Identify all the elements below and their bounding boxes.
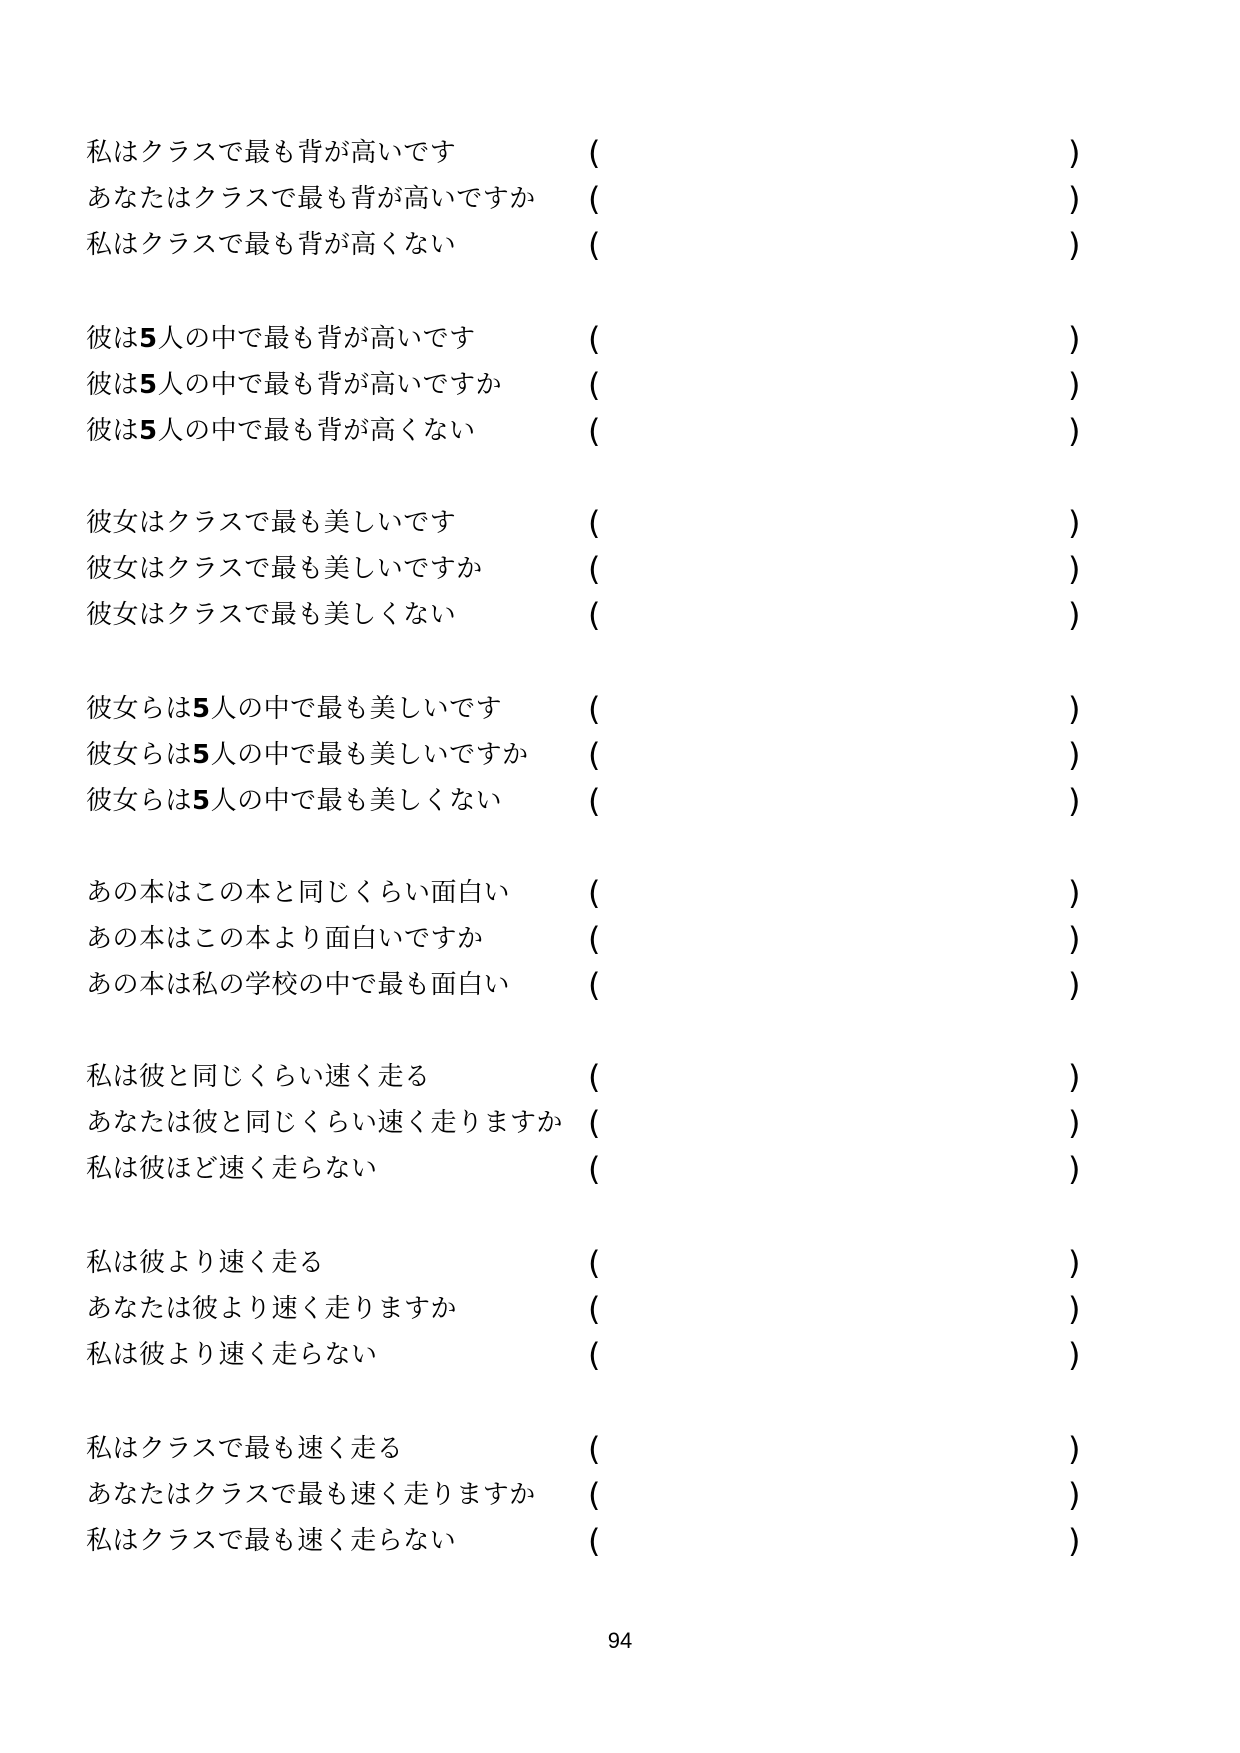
sentence-text: 私はクラスで最も背が高いです: [86, 138, 457, 168]
sentence-text: 彼女らは5人の中で最も美しくない: [86, 786, 503, 816]
sentence-row: [0, 732, 1240, 778]
answer-close-paren: ): [1068, 596, 1081, 634]
sentence-row: [0, 176, 1240, 222]
sentence-row: [0, 1146, 1240, 1192]
answer-close-paren: ): [1068, 920, 1081, 958]
sentence-row: [0, 1240, 1240, 1286]
answer-close-paren: ): [1068, 966, 1081, 1004]
answer-close-paren: ): [1068, 504, 1081, 542]
answer-close-paren: ): [1068, 1058, 1081, 1096]
sentence-text: 私は彼より速く走る: [86, 1248, 325, 1278]
answer-open-paren: (: [588, 180, 601, 218]
answer-close-paren: ): [1068, 320, 1081, 358]
page-number: 94: [607, 1628, 633, 1653]
answer-close-paren: ): [1068, 180, 1081, 218]
answer-open-paren: (: [588, 596, 601, 634]
sentence-row: [0, 316, 1240, 362]
sentence-row: [0, 1518, 1240, 1564]
sentence-row: [0, 546, 1240, 592]
answer-close-paren: ): [1068, 134, 1081, 172]
sentence-group: [0, 686, 1240, 826]
sentence-text: 私はクラスで最も速く走らない: [86, 1526, 457, 1556]
sentence-group: [0, 1054, 1240, 1194]
sentence-text: 彼女はクラスで最も美しいです: [86, 508, 457, 538]
sentence-group: [0, 500, 1240, 640]
answer-close-paren: ): [1068, 1244, 1081, 1282]
sentence-text: あなたは彼より速く走りますか: [86, 1294, 458, 1324]
sentence-text: 彼女らは5人の中で最も美しいです: [86, 694, 503, 724]
sentence-row: [0, 870, 1240, 916]
sentence-text: 彼女はクラスで最も美しくない: [86, 600, 457, 630]
sentence-row: [0, 778, 1240, 824]
sentence-group: [0, 1426, 1240, 1566]
sentence-text: 私は彼より速く走らない: [86, 1340, 378, 1370]
sentence-row: [0, 408, 1240, 454]
sentence-row: [0, 362, 1240, 408]
sentence-row: [0, 916, 1240, 962]
sentence-text: 彼は5人の中で最も背が高いです: [86, 324, 476, 354]
answer-close-paren: ): [1068, 366, 1081, 404]
sentence-row: [0, 1286, 1240, 1332]
sentence-text: 彼は5人の中で最も背が高いですか: [86, 370, 503, 400]
answer-open-paren: (: [588, 920, 601, 958]
answer-close-paren: ): [1068, 736, 1081, 774]
sentence-text: あなたはクラスで最も背が高いですか: [86, 184, 536, 214]
answer-open-paren: (: [588, 1476, 601, 1514]
sentence-row: [0, 222, 1240, 268]
answer-open-paren: (: [588, 366, 601, 404]
answer-close-paren: ): [1068, 1336, 1081, 1374]
sentence-text: 私はクラスで最も速く走る: [86, 1434, 404, 1464]
answer-open-paren: (: [588, 134, 601, 172]
answer-open-paren: (: [588, 1104, 601, 1142]
answer-close-paren: ): [1068, 1430, 1081, 1468]
sentence-text: 私はクラスで最も背が高くない: [86, 230, 457, 260]
sentence-row: [0, 686, 1240, 732]
sentence-row: [0, 1426, 1240, 1472]
answer-close-paren: ): [1068, 1476, 1081, 1514]
answer-open-paren: (: [588, 1150, 601, 1188]
sentence-row: [0, 500, 1240, 546]
answer-open-paren: (: [588, 782, 601, 820]
sentence-row: [0, 1472, 1240, 1518]
answer-close-paren: ): [1068, 412, 1081, 450]
answer-open-paren: (: [588, 1290, 601, 1328]
answer-open-paren: (: [588, 1522, 601, 1560]
answer-close-paren: ): [1068, 550, 1081, 588]
answer-close-paren: ): [1068, 874, 1081, 912]
sentence-row: [0, 592, 1240, 638]
sentence-group: [0, 130, 1240, 270]
sentence-text: 彼女はクラスで最も美しいですか: [86, 554, 483, 584]
answer-open-paren: (: [588, 412, 601, 450]
sentence-text: 私は彼ほど速く走らない: [86, 1154, 378, 1184]
sentence-text: あなたは彼と同じくらい速く走りますか: [86, 1108, 564, 1138]
answer-open-paren: (: [588, 504, 601, 542]
sentence-text: 彼は5人の中で最も背が高くない: [86, 416, 476, 446]
sentence-row: [0, 1100, 1240, 1146]
sentence-text: 彼女らは5人の中で最も美しいですか: [86, 740, 529, 770]
answer-open-paren: (: [588, 1058, 601, 1096]
sentence-row: [0, 130, 1240, 176]
answer-open-paren: (: [588, 320, 601, 358]
answer-open-paren: (: [588, 736, 601, 774]
sentence-row: [0, 1054, 1240, 1100]
sentence-group: [0, 870, 1240, 1010]
sentence-text: あの本は私の学校の中で最も面白い: [86, 970, 511, 1000]
answer-open-paren: (: [588, 966, 601, 1004]
answer-close-paren: ): [1068, 1150, 1081, 1188]
answer-close-paren: ): [1068, 226, 1081, 264]
sentence-group: [0, 316, 1240, 456]
sentence-group: [0, 1240, 1240, 1380]
sentence-row: [0, 962, 1240, 1008]
answer-close-paren: ): [1068, 690, 1081, 728]
answer-open-paren: (: [588, 550, 601, 588]
answer-open-paren: (: [588, 1430, 601, 1468]
answer-close-paren: ): [1068, 1522, 1081, 1560]
answer-open-paren: (: [588, 226, 601, 264]
answer-open-paren: (: [588, 1336, 601, 1374]
sentence-row: [0, 1332, 1240, 1378]
sentence-text: あの本はこの本と同じくらい面白い: [86, 878, 511, 908]
sentence-text: あの本はこの本より面白いですか: [86, 924, 484, 954]
answer-close-paren: ): [1068, 1290, 1081, 1328]
answer-open-paren: (: [588, 874, 601, 912]
sentence-text: あなたはクラスで最も速く走りますか: [86, 1480, 536, 1510]
sentence-text: 私は彼と同じくらい速く走る: [86, 1062, 431, 1092]
answer-open-paren: (: [588, 690, 601, 728]
answer-close-paren: ): [1068, 1104, 1081, 1142]
answer-close-paren: ): [1068, 782, 1081, 820]
answer-open-paren: (: [588, 1244, 601, 1282]
